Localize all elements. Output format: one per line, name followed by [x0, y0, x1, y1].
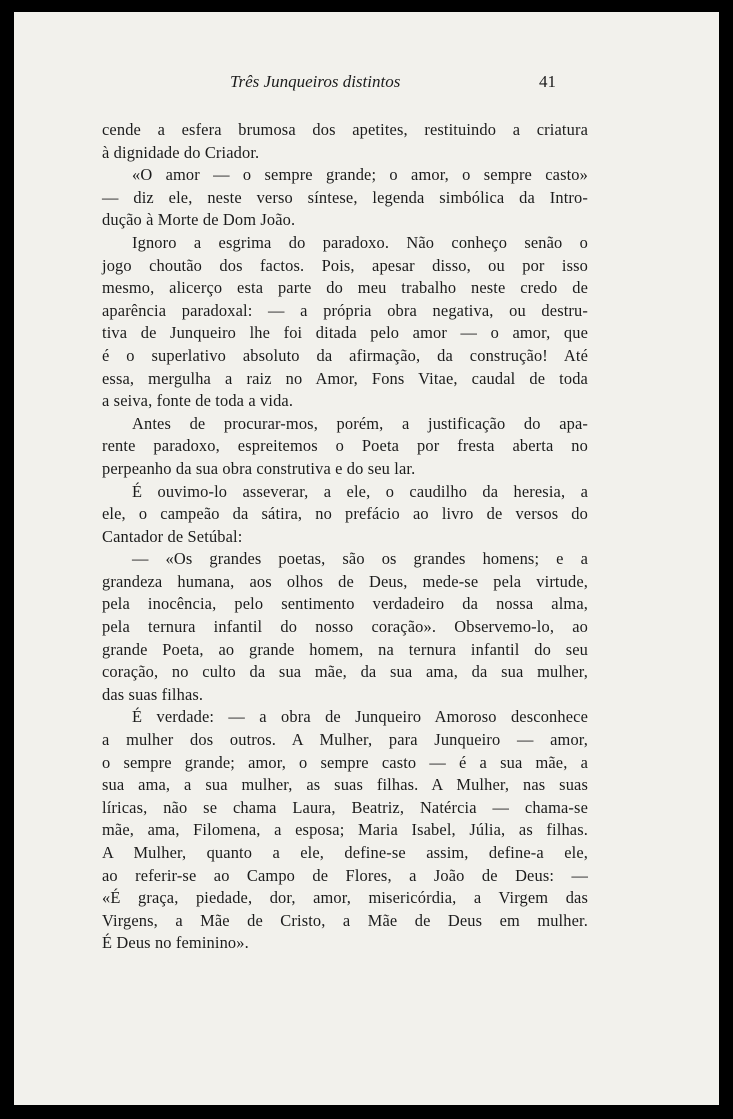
text-line: mãe, ama, Filomena, a esposa; Maria Isabel, Júlia, as filhas. — [102, 820, 588, 840]
text-line: jogo choutão dos factos. Pois, apesar disso, ou por isso — [102, 255, 588, 275]
text-line: É ouvimo-lo asseverar, a ele, o caudilho da heresia, a — [132, 481, 588, 501]
text-line: dução à Morte de Dom João. — [102, 210, 296, 230]
text-line: das suas filhas. — [102, 684, 204, 704]
text-line: aparência paradoxal: — a própria obra negativa, ou destru- — [102, 300, 588, 320]
text-line: É verdade: — a obra de Junqueiro Amoroso desconhece — [132, 707, 588, 727]
text-line: — «Os grandes poetas, são os grandes homens; e a — [132, 549, 588, 569]
text-line: grandeza humana, aos olhos de Deus, mede-se pela virtude, — [102, 571, 588, 591]
text-line: mesmo, alicerço esta parte do meu trabalho neste credo de — [102, 278, 588, 298]
page-number: 41 — [539, 72, 556, 91]
body-text — [102, 119, 588, 955]
text-line: pela inocência, pelo sentimento verdadeiro da nossa alma, — [102, 594, 588, 614]
text-line: Cantador de Setúbal: — [102, 526, 243, 546]
text-line: Virgens, a Mãe de Cristo, a Mãe de Deus em mulher. — [102, 910, 588, 930]
text-line: a mulher dos outros. A Mulher, para Junqueiro — amor, — [102, 730, 588, 750]
text-line: «O amor — o sempre grande; o amor, o sempre casto» — [132, 165, 588, 185]
text-line: pela ternura infantil do nosso coração». Observemo-lo, ao — [102, 617, 588, 637]
text-line: o sempre grande; amor, o sempre casto — é a sua mãe, a — [102, 752, 588, 772]
text-line: cende a esfera brumosa dos apetites, restituindo a criatura — [102, 120, 588, 139]
text-line: ele, o campeão da sátira, no prefácio ao livro de versos do — [102, 504, 588, 524]
text-line: É Deus no feminino». — [102, 933, 249, 953]
text-line: grande Poeta, ao grande homem, na ternura infantil do seu — [102, 639, 588, 659]
text-line: à dignidade do Criador. — [102, 142, 260, 162]
text-line: rente paradoxo, espreitemos o Poeta por fresta aberta no — [102, 436, 588, 456]
text-line: «É graça, piedade, dor, amor, misericórdia, a Virgem das — [102, 888, 588, 908]
text-line: ao referir-se ao Campo de Flores, a João de Deus: — — [102, 865, 588, 885]
text-line: é o superlativo absoluto da afirmação, da construção! Até — [102, 345, 588, 365]
running-title: Três Junqueiros distintos — [230, 72, 401, 91]
text-line: perpeanho da sua obra construtiva e do seu lar. — [102, 458, 416, 478]
text-line: coração, no culto da sua mãe, da sua ama, da sua mulher, — [102, 662, 588, 682]
page-header — [14, 72, 719, 96]
text-line: essa, mergulha a raiz no Amor, Fons Vitae, caudal de toda — [102, 368, 588, 388]
text-line: A Mulher, quanto a ele, define-se assim, define-a ele, — [102, 843, 588, 862]
text-line: líricas, não se chama Laura, Beatriz, Natércia — chama-se — [102, 797, 588, 817]
book-page — [14, 12, 719, 1105]
text-line: sua ama, a sua mulher, as suas filhas. A Mulher, nas suas — [102, 775, 588, 795]
text-line: Ignoro a esgrima do paradoxo. Não conheço senão o — [132, 232, 588, 252]
text-line: tiva de Junqueiro lhe foi ditada pelo amor — o amor, que — [102, 323, 588, 343]
text-line: Antes de procurar-mos, porém, a justificação do apa- — [132, 413, 588, 433]
text-line: a seiva, fonte de toda a vida. — [102, 391, 294, 411]
text-line: — diz ele, neste verso síntese, legenda simbólica da Intro- — [102, 187, 588, 207]
